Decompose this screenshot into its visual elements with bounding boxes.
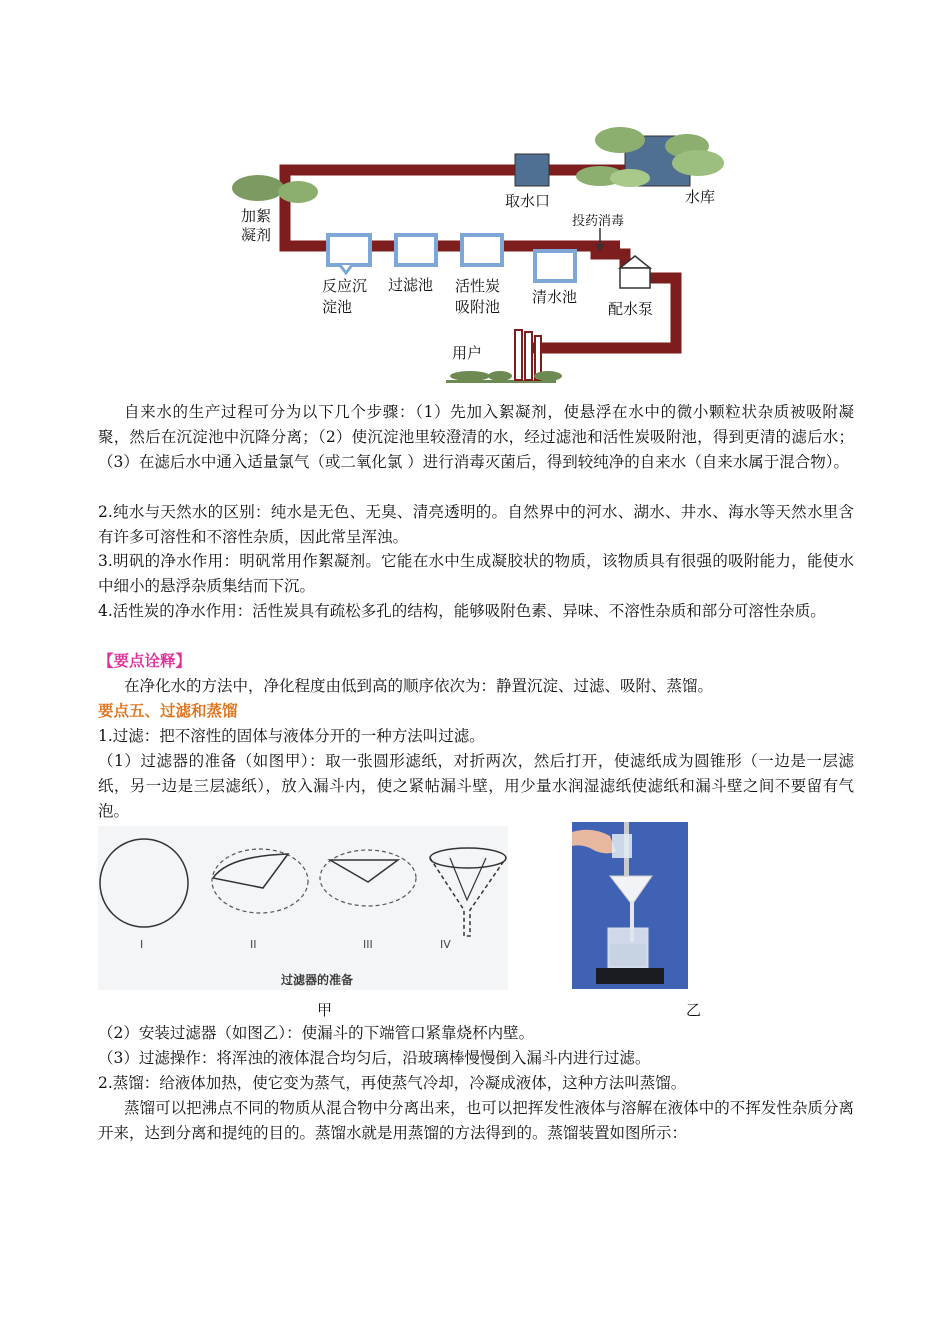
filter-paper-quarter-icon — [320, 850, 416, 906]
label-coagulant-1: 加絮 — [241, 207, 272, 225]
caption-jia: 甲 — [317, 1001, 333, 1019]
intake-icon — [515, 154, 549, 186]
label-sedimentation-2: 淀池 — [322, 298, 353, 316]
tank-filter-icon — [396, 235, 436, 265]
step-2-label: II — [250, 938, 257, 951]
caption-yi: 乙 — [686, 1001, 702, 1019]
label-intake: 取水口 — [505, 192, 551, 210]
filter-paper-half-icon — [212, 849, 308, 913]
tank-sedimentation-icon — [328, 235, 370, 273]
paragraph-pure-vs-natural: 2.纯水与天然水的区别：纯水是无色、无臭、清亮透明的。自然界中的河水、湖水、井水、海水等天然水里含有许多可溶性和不溶性杂质，因此常呈浑浊。 — [98, 503, 854, 546]
figure-inner-caption: 过滤器的准备 — [281, 973, 354, 987]
label-user: 用户 — [452, 344, 483, 362]
distillation-text: 蒸馏可以把沸点不同的物质从混合物中分离出来，也可以把挥发性液体与溶解在液体中的不挥发性杂质分离开来，达到分离和提纯的目的。蒸馏水就是用蒸馏的方法得到的。蒸馏装置如图所示： — [98, 1099, 854, 1142]
coagulant-tree-icon — [232, 175, 318, 203]
filter-operation-text: （3）过滤操作：将浑浊的液体混合均匀后，沿玻璃棒慢慢倒入漏斗内进行过滤。 — [98, 1049, 651, 1067]
paragraph-alum: 3.明矾的净水作用：明矾常用作絮凝剂。它能在水中生成凝胶状的物质，该物质具有很强的吸附能力，能使水中细小的悬浮杂质集结而下沉。 — [98, 552, 854, 595]
step-4-label: IV — [440, 938, 451, 951]
step-1-label: I — [140, 938, 144, 951]
filter-preparation-svg — [98, 826, 508, 990]
stand-base — [596, 968, 664, 984]
tank-clear-icon — [535, 251, 575, 281]
step-3-label: III — [363, 938, 373, 951]
reservoir-icon — [576, 127, 724, 187]
label-coagulant-2: 凝剂 — [241, 226, 272, 244]
tank-carbon-icon — [462, 235, 502, 265]
label-sedimentation-1: 反应沉 — [322, 277, 368, 295]
label-clear: 清水池 — [532, 288, 578, 306]
figure-filter-preparation — [98, 826, 508, 990]
label-reservoir: 水库 — [685, 188, 716, 206]
note-heading: 【要点诠释】 — [98, 652, 192, 670]
section-heading: 要点五、过滤和蒸馏 — [98, 702, 238, 720]
paragraph-production-steps: 自来水的生产过程可分为以下几个步骤：（1）先加入絮凝剂，使悬浮在水中的微小颗粒状杂质被吸附凝聚，然后在沉淀池中沉降分离；（2）使沉淀池里较澄清的水，经过滤池和活性炭吸附池，得到更清的滤后水；（3）在滤后水中通入适量氯气（或二氧化氯 ）进行消毒灭菌后，得到较纯净的自来水（自来水属于混合物）。 — [98, 403, 854, 471]
distillation-definition: 2.蒸馏：给液体加热，使它变为蒸气，再使蒸气冷却，冷凝成液体，这种方法叫蒸馏。 — [98, 1074, 687, 1092]
note-text: 在净化水的方法中，净化程度由低到高的顺序依次为：静置沉淀、过滤、吸附、蒸馏。 — [124, 677, 714, 695]
filtration-definition: 1.过滤：把不溶性的固体与液体分开的一种方法叫过滤。 — [98, 727, 485, 745]
install-filter-text: （2）安装过滤器（如图乙）：使漏斗的下端管口紧靠烧杯内壁。 — [98, 1024, 535, 1042]
label-disinfect: 投药消毒 — [572, 214, 625, 229]
funnel-icon — [430, 848, 506, 936]
filter-preparation-text: （1）过滤器的准备（如图甲）：取一张圆形滤纸，对折两次，然后打开，使滤纸成为圆锥形（一边是一层滤纸，另一边是三层滤纸），放入漏斗内，使之紧帖漏斗壁，用少量水润湿滤纸使滤纸和漏斗壁之间不要留有气泡。 — [98, 752, 854, 820]
filter-paper-circle-icon — [100, 839, 188, 927]
label-carbon-2: 吸附池 — [455, 298, 501, 316]
label-filter: 过滤池 — [388, 276, 434, 294]
label-pump: 配水泵 — [608, 300, 654, 318]
paragraph-activated-carbon: 4.活性炭的净水作用：活性炭具有疏松多孔的结构，能够吸附色素、异味、不溶性杂质和部分可溶性杂质。 — [98, 602, 826, 620]
figure-filtration-photo — [572, 822, 688, 989]
label-carbon-1: 活性炭 — [455, 277, 501, 295]
filtration-photo-svg — [572, 822, 688, 989]
